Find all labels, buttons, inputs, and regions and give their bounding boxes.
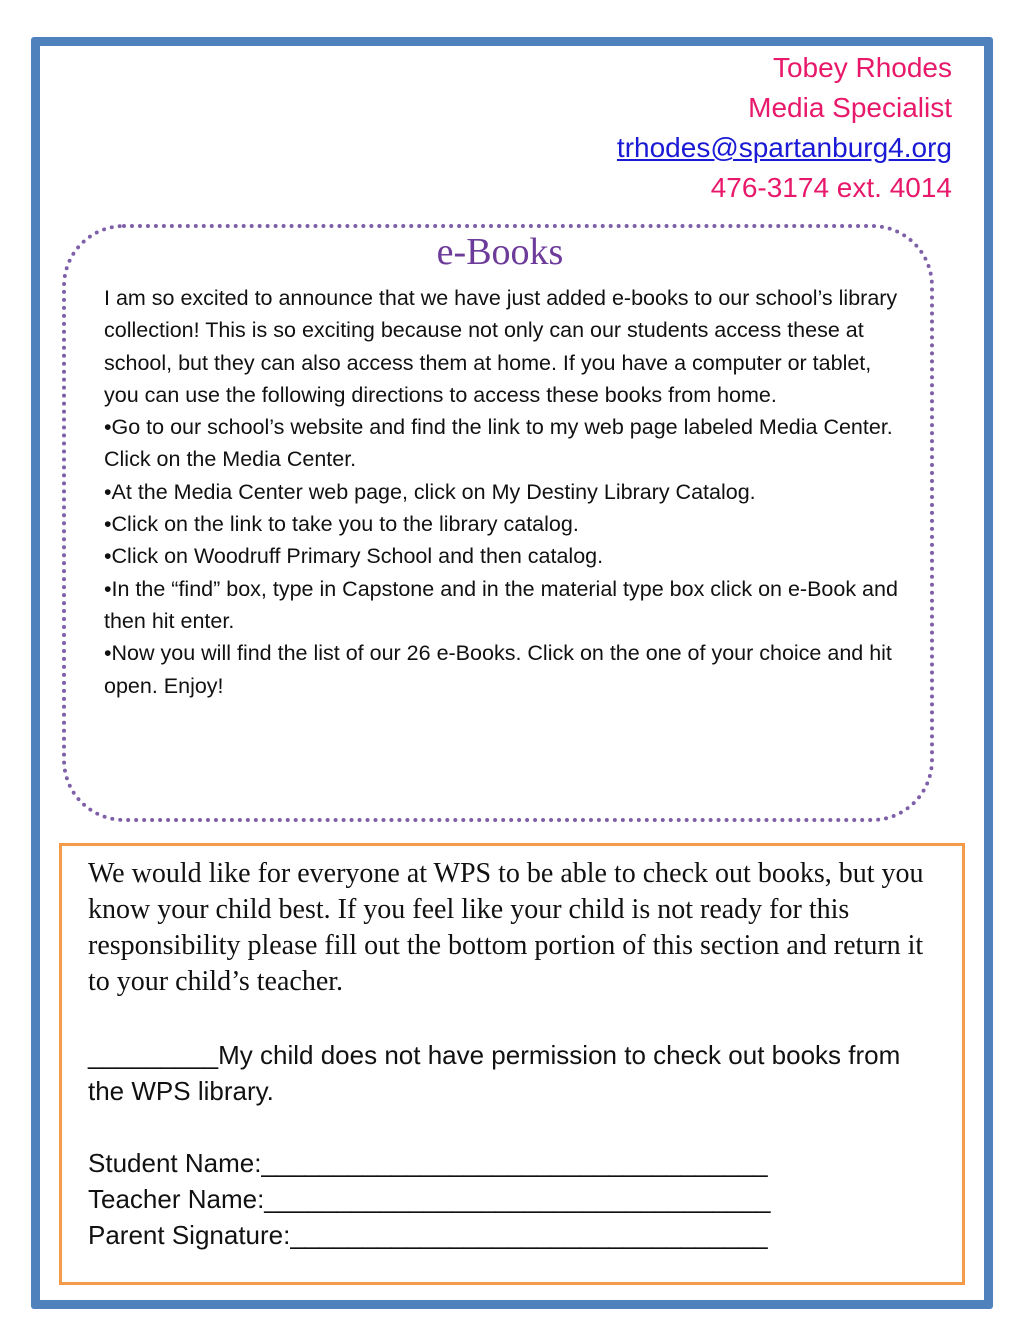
ebooks-step: •Click on the link to take you to the library catalog. (104, 512, 579, 537)
ebooks-intro-paragraph: I am so excited to announce that we have just added e-books to our school’s library collection! This is so exciting because not only can our students access these at school, but they can also access them at home. If you have a computer or tablet, you can use the following directions to access these books from home. (104, 286, 898, 407)
ebooks-step: •Click on Woodruff Primary School and then catalog. (104, 544, 604, 569)
parent-signature-field[interactable]: Parent Signature:_________________________________ (88, 1220, 768, 1250)
contact-info (617, 48, 952, 208)
contact-name: Tobey Rhodes (772, 52, 952, 83)
no-permission-statement[interactable]: _________My child does not have permission to check out books from the WPS library. (88, 1040, 901, 1106)
ebooks-step: •Go to our school’s website and find the link to my web page labeled Media Center. Click on the Media Center. (104, 415, 893, 472)
contact-email-link[interactable]: trhodes@spartanburg4.org (616, 132, 952, 163)
ebooks-heading: e-Books (436, 231, 564, 273)
teacher-name-field[interactable]: Teacher Name:___________________________________ (88, 1184, 771, 1214)
permission-intro-text: We would like for everyone at WPS to be able to check out books, but you know your child best. If you feel like your child is not ready for this responsibility please fill out the bottom portion of this section and return it to your child’s teacher. (88, 858, 924, 997)
contact-phone: 476-3174 ext. 4014 (710, 172, 952, 203)
signature-fields (88, 1145, 938, 1253)
ebooks-instructions (104, 282, 904, 702)
contact-role: Media Specialist (748, 92, 952, 123)
permission-intro (88, 856, 938, 1000)
student-name-field[interactable]: Student Name:___________________________________ (88, 1148, 768, 1178)
ebooks-step: •Now you will find the list of our 26 e-Books. Click on the one of your choice and hit open. Enjoy! (104, 641, 892, 698)
ebooks-step: •In the “find” box, type in Capstone and in the material type box click on e-Book and then hit enter. (104, 576, 898, 633)
ebooks-step: •At the Media Center web page, click on My Destiny Library Catalog. (104, 479, 756, 504)
